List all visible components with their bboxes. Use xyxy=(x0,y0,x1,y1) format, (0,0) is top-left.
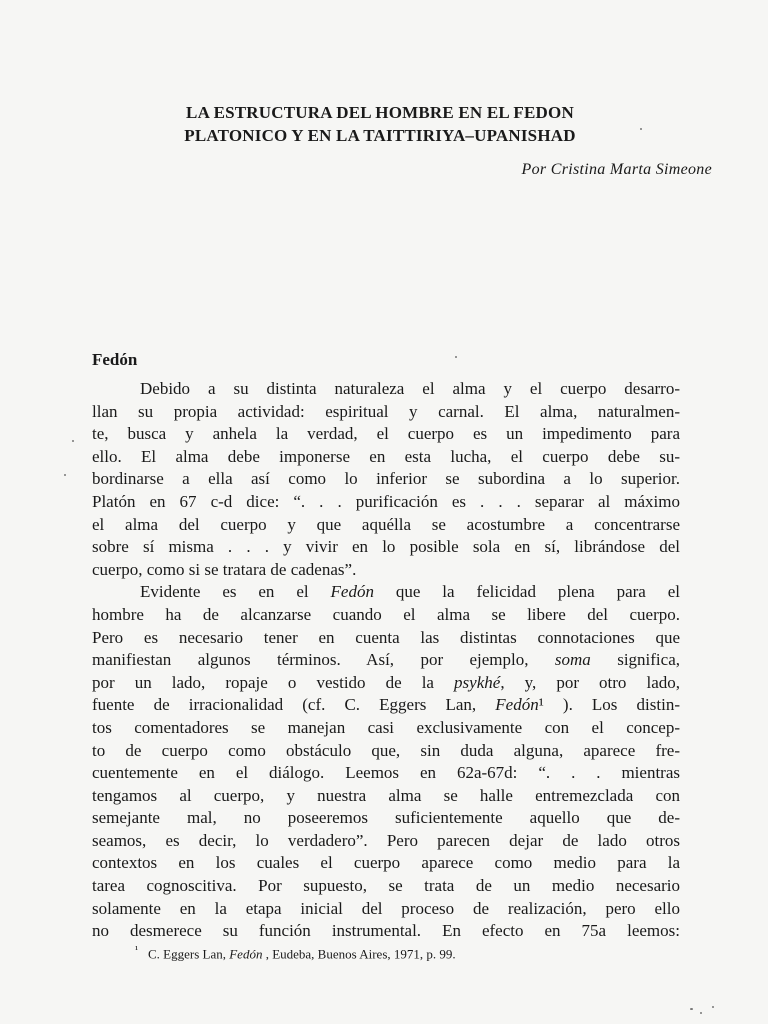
body-line: tarea cognoscitiva. Por supuesto, se trata de un medio necesario xyxy=(92,876,680,896)
body-line: hombre ha de alcanzarse cuando el alma se libere del cuerpo. xyxy=(92,604,680,624)
footnote xyxy=(135,944,456,962)
body-line: manifiestan algunos términos. Así, por ejemplo, soma significa, xyxy=(92,650,680,670)
body-line: te, busca y anhela la verdad, el cuerpo es un impedimento para xyxy=(92,424,680,444)
body-line: ello. El alma debe imponerse en esta lucha, el cuerpo debe su- xyxy=(92,446,680,466)
scan-speck xyxy=(700,1012,702,1014)
author-byline: Por Cristina Marta Simeone xyxy=(521,161,712,178)
scan-speck xyxy=(455,356,457,358)
body-line: no desmerece su función instrumental. En efecto en 75a leemos: xyxy=(92,921,680,941)
body-line: por un lado, ropaje o vestido de la psykhé, y, por otro lado, xyxy=(92,672,681,692)
scan-speck xyxy=(64,474,66,476)
body-text xyxy=(92,378,680,943)
body-line: solamente en la etapa inicial del proceso de realización, pero ello xyxy=(92,898,680,918)
footnote-marker: ¹ xyxy=(135,944,139,956)
scan-speck xyxy=(712,1006,714,1008)
body-line: semejante mal, no poseeremos suficientemente aquello que de- xyxy=(92,808,680,828)
body-line: seamos, es decir, lo verdadero”. Pero parecen dejar de lado otros xyxy=(92,830,680,850)
body-line: sobre sí misma . . . y vivir en lo posible sola en sí, librándose del xyxy=(92,537,680,557)
scan-speck xyxy=(72,440,74,442)
body-line: el alma del cuerpo y que aquélla se acostumbre a concentrarse xyxy=(92,514,680,534)
scan-speck xyxy=(640,128,642,130)
body-line: llan su propia actividad: espiritual y carnal. El alma, naturalmen- xyxy=(92,401,680,421)
body-line: tengamos al cuerpo, y nuestra alma se halle entremezclada con xyxy=(92,785,680,805)
body-line: Platón en 67 c-d dice: “. . . purificación es . . . separar al máximo xyxy=(92,491,680,511)
body-line: to de cuerpo como obstáculo que, sin duda alguna, aparece fre- xyxy=(92,740,680,760)
footnote-text-before: C. Eggers Lan, xyxy=(148,946,230,962)
scan-speck xyxy=(690,1008,693,1010)
body-line: fuente de irracionalidad (cf. C. Eggers Lan, Fedón¹ ). Los distin- xyxy=(92,695,680,715)
article-title-line-1: LA ESTRUCTURA DEL HOMBRE EN EL FEDON xyxy=(186,103,574,122)
article-title-line-2: PLATONICO Y EN LA TAITTIRIYA–UPANISHAD xyxy=(184,126,576,145)
footnote-book-title: Fedón xyxy=(229,946,263,962)
body-line: Pero es necesario tener en cuenta las distintas connotaciones que xyxy=(92,627,680,647)
section-heading: Fedón xyxy=(92,350,138,369)
body-line: Evidente es en el Fedón que la felicidad plena para el xyxy=(140,582,680,602)
body-line: Debido a su distinta naturaleza el alma y el cuerpo desarro- xyxy=(140,379,680,398)
body-line: contextos en los cuales el cuerpo aparece como medio para la xyxy=(92,853,680,873)
body-line: bordinarse a ella así como lo inferior se subordina a lo superior. xyxy=(92,469,680,489)
body-line: cuerpo, como si se tratara de cadenas”. xyxy=(92,559,357,579)
body-line: tos comentadores se manejan casi exclusivamente con el concep- xyxy=(92,717,680,737)
body-line: cuentemente en el diálogo. Leemos en 62a-67d: “. . . mientras xyxy=(92,763,680,783)
footnote-text-after: , Eudeba, Buenos Aires, 1971, p. 99. xyxy=(262,946,456,962)
